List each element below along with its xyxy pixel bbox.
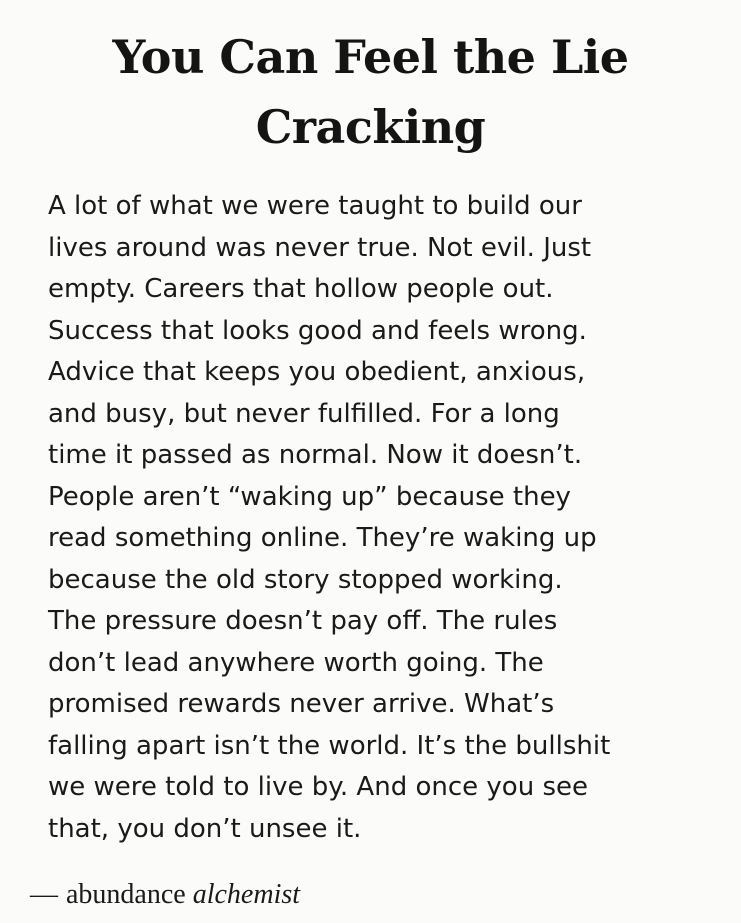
body-line: lives around was never true. Not evil. Just	[48, 232, 592, 263]
body-line: don’t lead anywhere worth going. The	[48, 647, 544, 678]
title-line-1: You Can Feel the Lie	[112, 30, 629, 84]
body-line: Advice that keeps you obedient, anxious,	[48, 357, 586, 387]
author-signature	[30, 875, 300, 915]
body-line: time it passed as normal. Now it doesn’t.	[48, 440, 583, 470]
body-line: falling apart isn’t the world. It’s the bullshit	[48, 730, 611, 761]
body-line: because the old story stopped working.	[48, 564, 563, 595]
body-line: we were told to live by. And once you see	[48, 772, 588, 802]
body-line: The pressure doesn’t pay off. The rules	[48, 606, 558, 636]
body-line: A lot of what we were taught to build our	[48, 191, 582, 221]
body-line: promised rewards never arrive. What’s	[48, 689, 555, 719]
title-line-2: Cracking	[255, 100, 486, 154]
body-line: read something online. They’re waking up	[48, 523, 597, 553]
signature-dash: —	[30, 879, 58, 910]
signature-name: abundance	[66, 879, 186, 910]
body-line: that, you don’t unsee it.	[48, 813, 362, 844]
body-line: empty. Careers that hollow people out.	[48, 274, 554, 304]
body-line: and busy, but never fulfilled. For a long	[48, 398, 560, 429]
page-title	[30, 22, 711, 162]
body-line: People aren’t “waking up” because they	[48, 481, 571, 512]
quote-body	[48, 186, 718, 850]
body-line: Success that looks good and feels wrong.	[48, 315, 587, 346]
signature-name-italic: alchemist	[192, 879, 301, 910]
